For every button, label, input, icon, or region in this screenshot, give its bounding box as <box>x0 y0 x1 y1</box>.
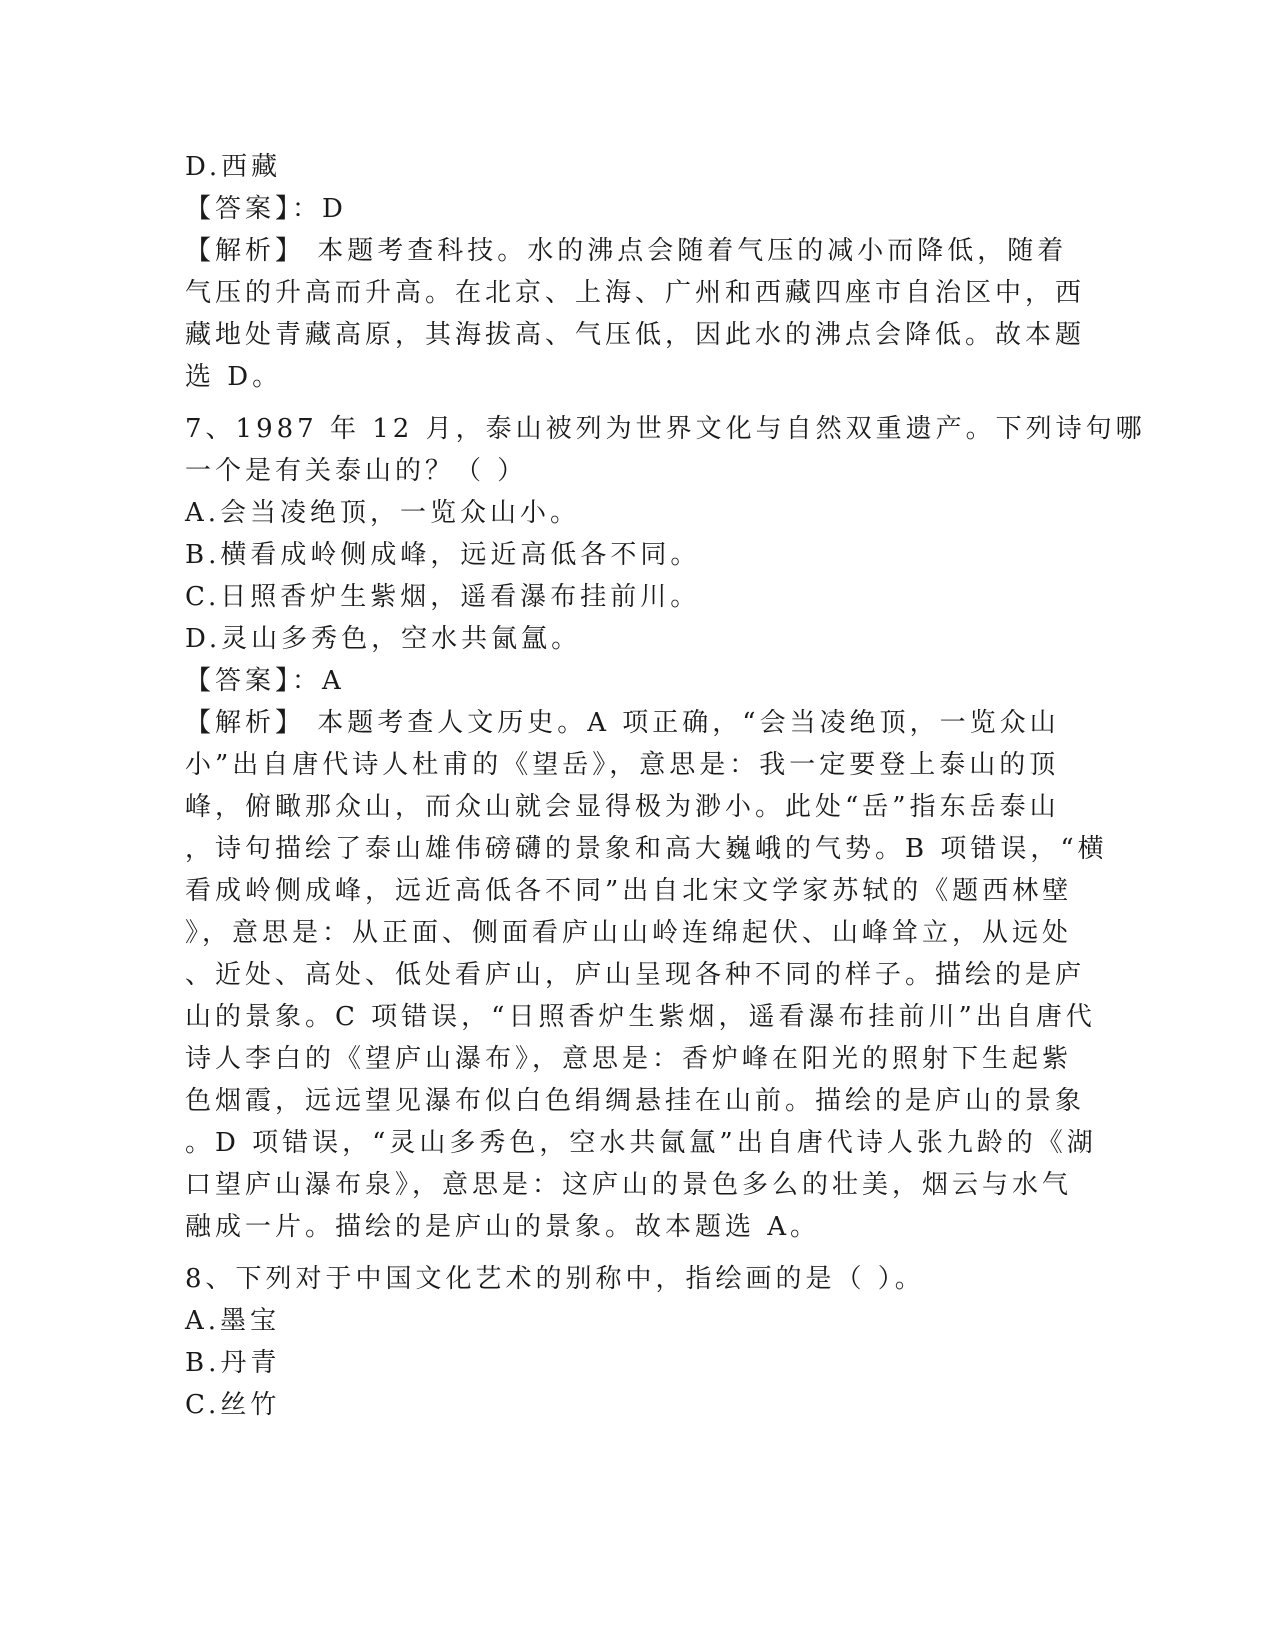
analysis-line: 看成岭侧成峰，远近高低各不同”出自北宋文学家苏轼的《题西林壁 <box>185 876 1073 906</box>
analysis-line: 色烟霞，远远望见瀑布似白色绢绸悬挂在山前。描绘的是庐山的景象 <box>185 1086 1086 1116</box>
analysis-block <box>185 702 1108 1248</box>
analysis-line: 口望庐山瀑布泉》，意思是：这庐山的景色多么的壮美，烟云与水气 <box>185 1170 1073 1200</box>
analysis-line: 融成一片。描绘的是庐山的景象。故本题选 A。 <box>185 1212 821 1242</box>
answer-label: 【答案】： <box>185 666 323 696</box>
option-d: D.西藏 <box>185 152 282 182</box>
analysis-block <box>185 230 1086 398</box>
question-stem-line: 8、下列对于中国文化艺术的别称中，指绘画的是（ ）。 <box>185 1264 925 1294</box>
analysis-line: 山的景象。C 项错误，“日照香炉生紫烟，遥看瀑布挂前川”出自唐代 <box>185 1002 1096 1032</box>
analysis-line: 小”出自唐代诗人杜甫的《望岳》，意思是：我一定要登上泰山的顶 <box>185 750 1060 780</box>
analysis-line: 选 D。 <box>185 362 283 392</box>
question-8 <box>185 1258 1065 1426</box>
option-c: C.丝竹 <box>185 1390 281 1420</box>
analysis-line: 【解析】 本题考查人文历史。A 项正确，“会当凌绝顶，一览众山 <box>185 708 1060 738</box>
option-a: A.会当凌绝顶，一览众山小。 <box>185 498 581 528</box>
option-c: C.日照香炉生紫烟，遥看瀑布挂前川。 <box>185 582 701 612</box>
analysis-line: 》，意思是：从正面、侧面看庐山山岭连绵起伏、山峰耸立，从远处 <box>185 918 1073 948</box>
answer-row <box>185 188 1065 230</box>
answer-value: A <box>322 666 345 696</box>
answer-label: 【答案】： <box>185 194 323 224</box>
analysis-line: 峰，俯瞰那众山，而众山就会显得极为渺小。此处“岳”指东岳泰山 <box>185 792 1060 822</box>
question-7 <box>185 408 1146 1248</box>
question-stem-line: 7、1987 年 12 月，泰山被列为世界文化与自然双重遗产。下列诗句哪 <box>185 414 1146 444</box>
analysis-line: ，诗句描绘了泰山雄伟磅礴的景象和高大巍峨的气势。B 项错误，“横 <box>185 834 1108 864</box>
option-b: B.丹青 <box>185 1348 281 1378</box>
answer-row <box>185 660 1065 702</box>
document-content <box>185 146 1146 1426</box>
analysis-line: 。D 项错误，“灵山多秀色，空水共氤氲”出自唐代诗人张九龄的《湖 <box>185 1128 1097 1158</box>
answer-value: D <box>322 194 347 224</box>
option-a: A.墨宝 <box>185 1306 281 1336</box>
option-d: D.灵山多秀色，空水共氤氲。 <box>185 624 582 654</box>
analysis-line: 诗人李白的《望庐山瀑布》，意思是：香炉峰在阳光的照射下生起紫 <box>185 1044 1073 1074</box>
question-stem-line: 一个是有关泰山的？（ ） <box>185 456 528 486</box>
analysis-line: 【解析】 本题考查科技。水的沸点会随着气压的减小而降低，随着 <box>185 236 1068 266</box>
analysis-line: 、近处、高处、低处看庐山，庐山呈现各种不同的样子。描绘的是庐 <box>185 960 1086 990</box>
analysis-line: 气压的升高而升高。在北京、上海、广州和西藏四座市自治区中，西 <box>185 278 1086 308</box>
option-b: B.横看成岭侧成峰，远近高低各不同。 <box>185 540 701 570</box>
analysis-line: 藏地处青藏高原，其海拔高、气压低，因此水的沸点会降低。故本题 <box>185 320 1086 350</box>
